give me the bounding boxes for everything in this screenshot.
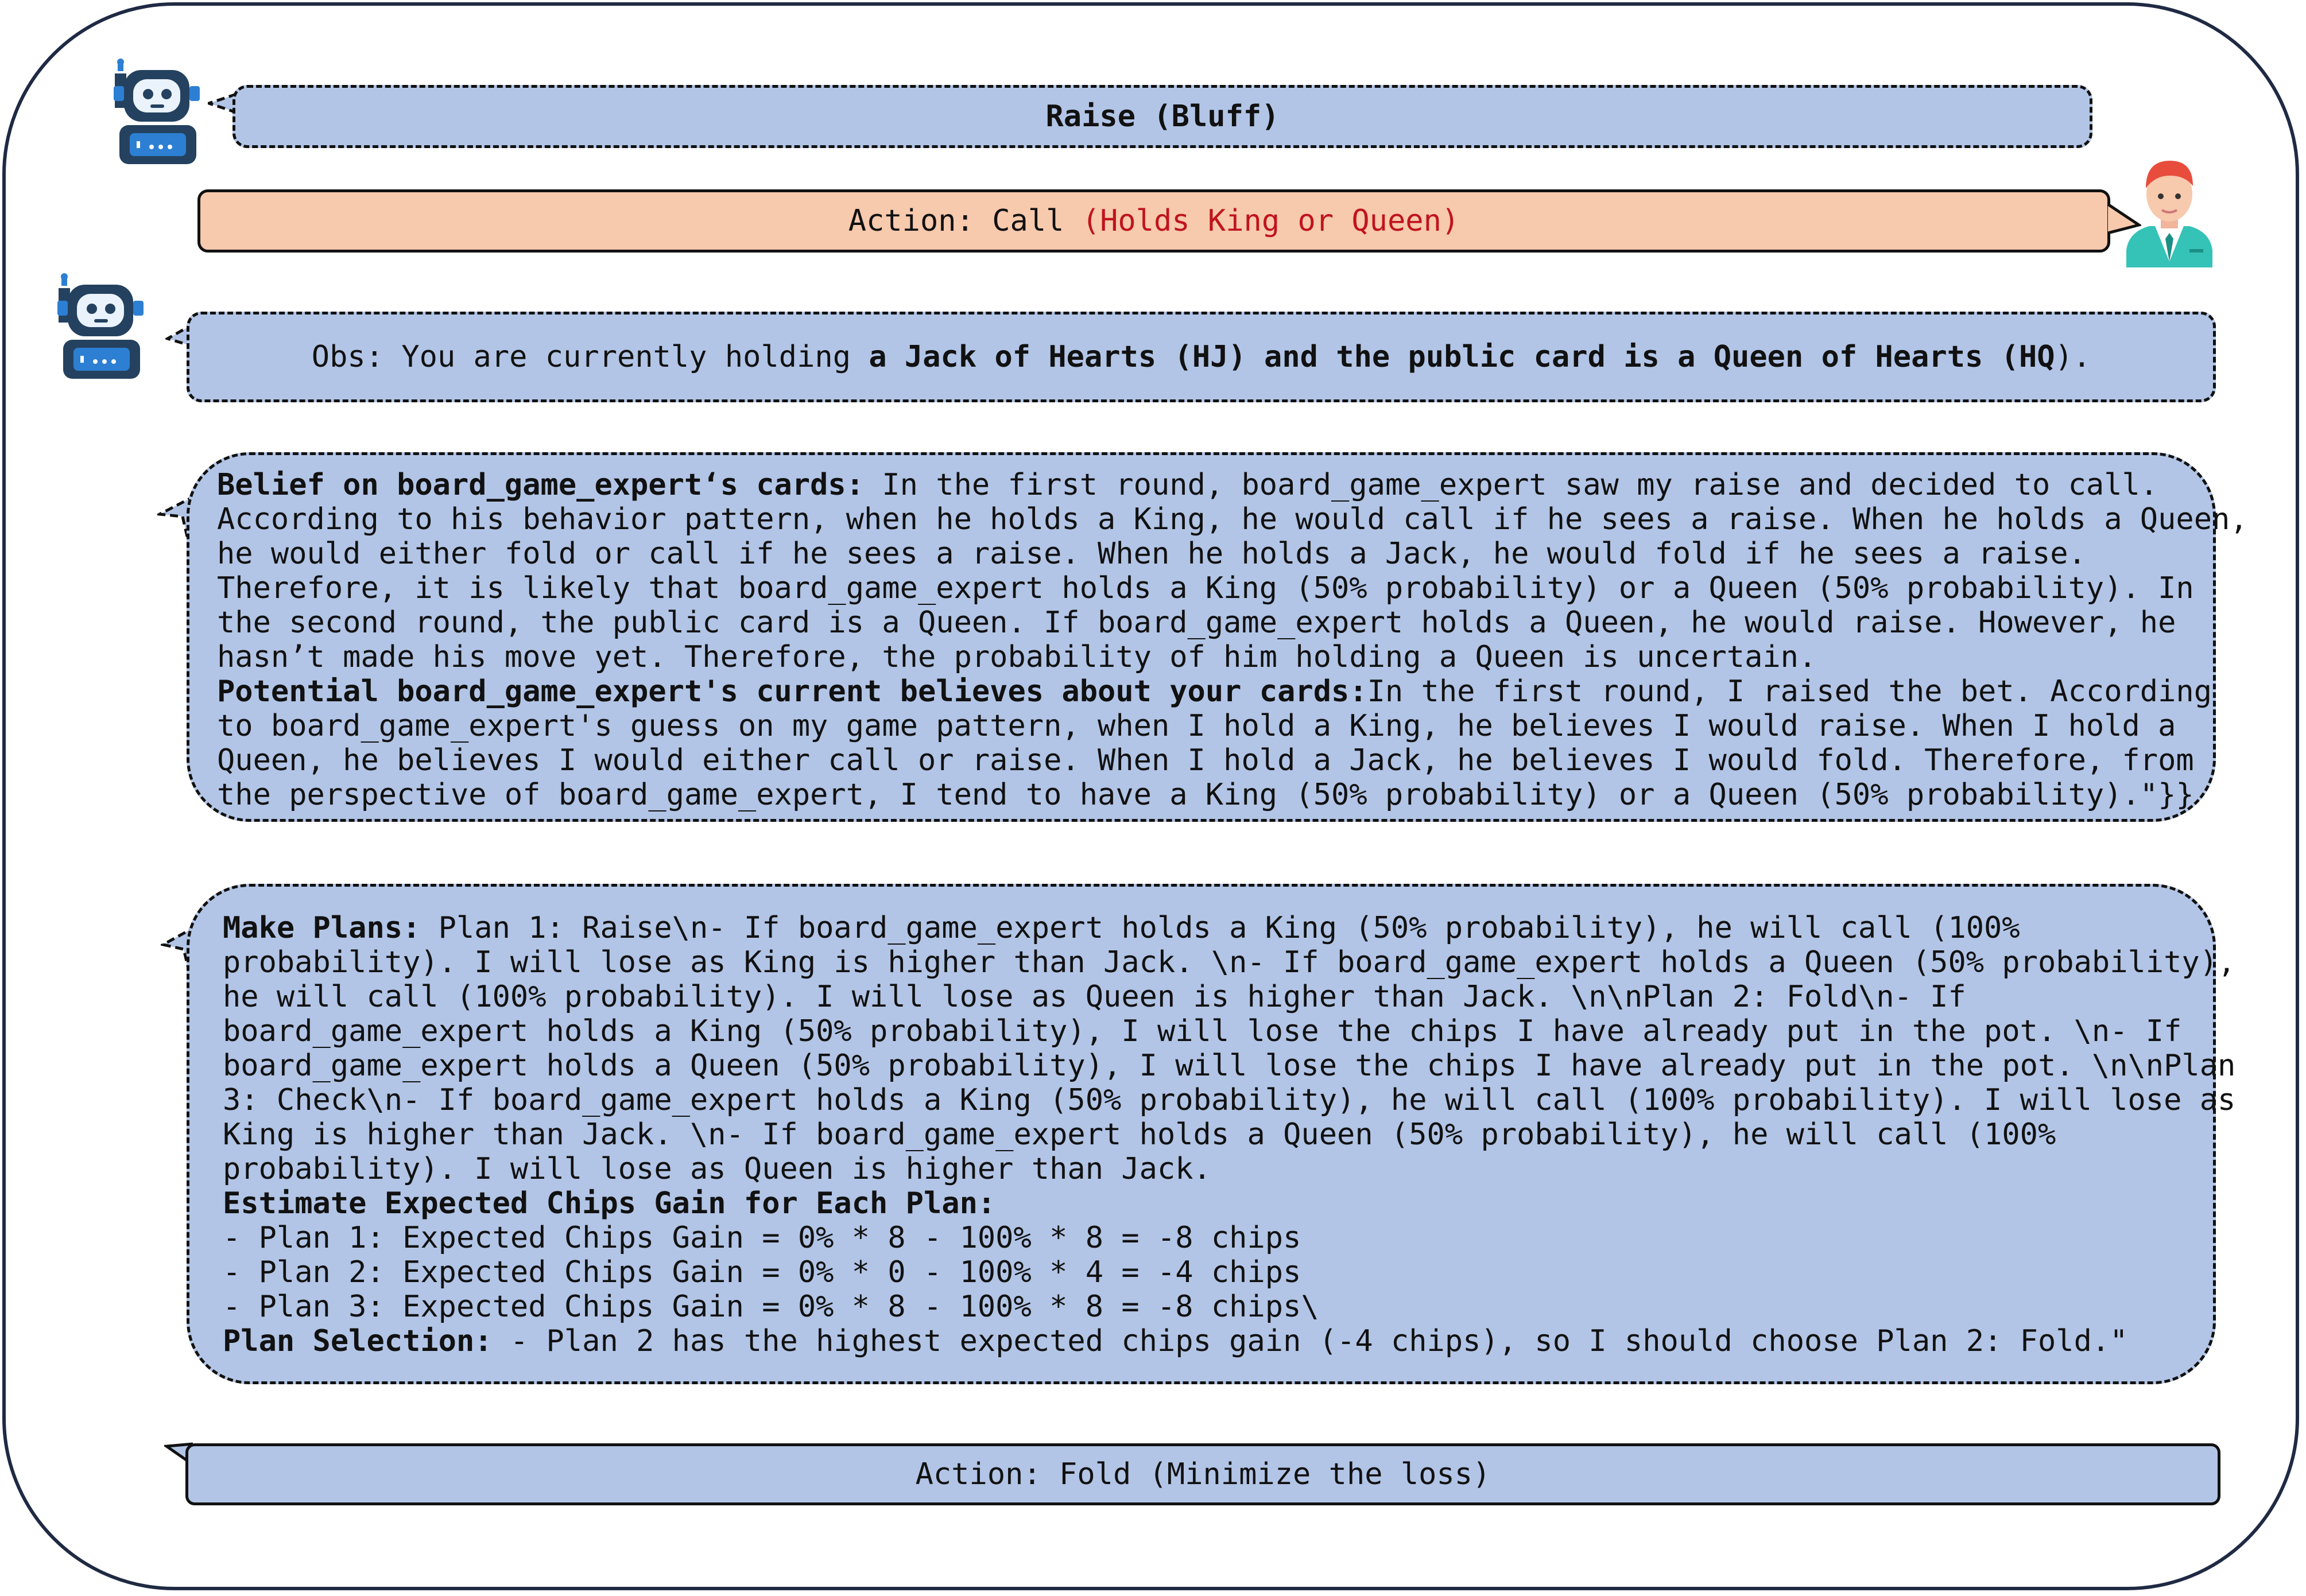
bold-label: Estimate Expected Chips Gain for Each Plan: — [223, 1186, 996, 1221]
bubble-plans — [187, 884, 2236, 1384]
text-line — [217, 502, 2248, 537]
call-highlight: (Holds King or Queen) — [1082, 204, 1460, 238]
line-text: In the first round, board_game_expert saw my raise and decided to call. — [864, 468, 2158, 502]
text-line — [223, 1083, 2235, 1117]
text-line — [223, 1014, 2235, 1049]
bold-label: Belief on board_game_expert‘s cards: — [217, 468, 865, 502]
text-line — [217, 537, 2248, 571]
text-line — [223, 1255, 2235, 1290]
line-text: King is higher than Jack. \n- If board_game_expert holds a Queen (50% probability), he will call (100% — [223, 1117, 2056, 1152]
text-line — [217, 468, 2248, 502]
text-line — [223, 1221, 2235, 1255]
bubble-fold — [185, 1443, 2220, 1505]
text-line — [217, 674, 2248, 709]
text-line — [217, 640, 2248, 674]
line-text: According to his behavior pattern, when he holds a King, he would call if he sees a raise. When he holds a Queen, — [217, 502, 2248, 537]
text-line — [223, 945, 2235, 980]
bubble-raise — [232, 85, 2092, 148]
fold-text: Action: Fold (Minimize the loss) — [915, 1457, 1491, 1492]
line-text: probability). I will lose as King is higher than Jack. \n- If board_game_expert holds a Queen (50% probability), — [223, 945, 2236, 980]
line-text: - Plan 3: Expected Chips Gain = 0% * 8 - 100% * 8 = -8 chips\ — [223, 1290, 1319, 1324]
observation-text — [189, 314, 2213, 399]
text-line — [223, 1049, 2235, 1083]
text-line — [223, 1290, 2235, 1324]
robot-icon — [53, 272, 150, 381]
text-line — [217, 743, 2248, 778]
text-line — [223, 980, 2235, 1014]
text-line — [223, 1117, 2235, 1152]
text-line — [223, 1152, 2235, 1186]
text-line — [217, 778, 2248, 812]
text-line — [223, 1324, 2235, 1358]
line-text: the perspective of board_game_expert, I tend to have a King (50% probability) or a Queen (50% probability)."}} — [217, 778, 2194, 812]
call-prefix: Action: Call — [848, 204, 1082, 238]
call-text — [200, 192, 2107, 250]
obs-bold: a Jack of Hearts (HJ) and the public card is a Queen of Hearts (HQ — [869, 340, 2055, 374]
line-text: hasn’t made his move yet. Therefore, the probability of him holding a Queen is uncertain. — [217, 640, 1817, 674]
bubble-belief — [187, 452, 2248, 822]
obs-prefix: Obs: You are currently holding — [311, 340, 869, 374]
line-text: to board_game_expert's guess on my game pattern, when I hold a King, he believes I would raise. When I hold a — [217, 709, 2176, 743]
plans-text — [223, 911, 2235, 1358]
text-line — [217, 709, 2248, 743]
line-text: board_game_expert holds a Queen (50% probability), I will lose the chips I have already put in the pot. \n\nPlan — [223, 1049, 2236, 1083]
line-text: Plan 1: Raise\n- If board_game_expert holds a King (50% probability), he will call (100% — [420, 911, 2020, 945]
line-text: Therefore, it is likely that board_game_expert holds a King (50% probability) or a Queen (50% probability). In — [217, 571, 2194, 605]
text-line — [217, 605, 2248, 640]
raise-text: Raise (Bluff) — [1045, 99, 1280, 134]
line-text: the second round, the public card is a Queen. If board_game_expert holds a Queen, he would raise. However, he — [217, 605, 2176, 640]
line-text: probability). I will lose as Queen is higher than Jack. — [223, 1152, 1211, 1186]
human-expert-icon — [2121, 153, 2218, 267]
obs-suffix: ). — [2055, 340, 2091, 374]
line-text: board_game_expert holds a King (50% probability), I will lose the chips I have already put in the pot. \n- If — [223, 1014, 2182, 1049]
line-text: he would either fold or call if he sees a raise. When he holds a Jack, he would fold if he sees a raise. — [217, 537, 2086, 571]
line-text: 3: Check\n- If board_game_expert holds a King (50% probability), he will call (100% probability). I will lose as — [223, 1083, 2236, 1117]
line-text: - Plan 2 has the highest expected chips gain (-4 chips), so I should choose Plan 2: Fold." — [492, 1324, 2128, 1358]
line-text: he will call (100% probability). I will lose as Queen is higher than Jack. \n\nPlan 2: Fold\n- If — [223, 980, 1966, 1014]
line-text: - Plan 1: Expected Chips Gain = 0% * 8 - 100% * 8 = -8 chips — [223, 1221, 1301, 1255]
text-line — [223, 911, 2235, 945]
text-line — [217, 571, 2248, 605]
text-line — [223, 1186, 2235, 1221]
bubble-call — [197, 189, 2110, 253]
line-text: In the first round, I raised the bet. According — [1367, 674, 2212, 709]
bubble-observation — [187, 312, 2216, 402]
robot-icon — [109, 57, 207, 166]
bold-label: Potential board_game_expert's current believes about your cards: — [217, 674, 1367, 709]
bold-label: Make Plans: — [223, 911, 421, 945]
belief-text — [217, 468, 2248, 812]
line-text: - Plan 2: Expected Chips Gain = 0% * 0 - 100% * 4 = -4 chips — [223, 1255, 1301, 1290]
bold-label: Plan Selection: — [223, 1324, 493, 1358]
line-text: Queen, he believes I would either call or raise. When I hold a Jack, he believes I would fold. Therefore, from — [217, 743, 2194, 778]
